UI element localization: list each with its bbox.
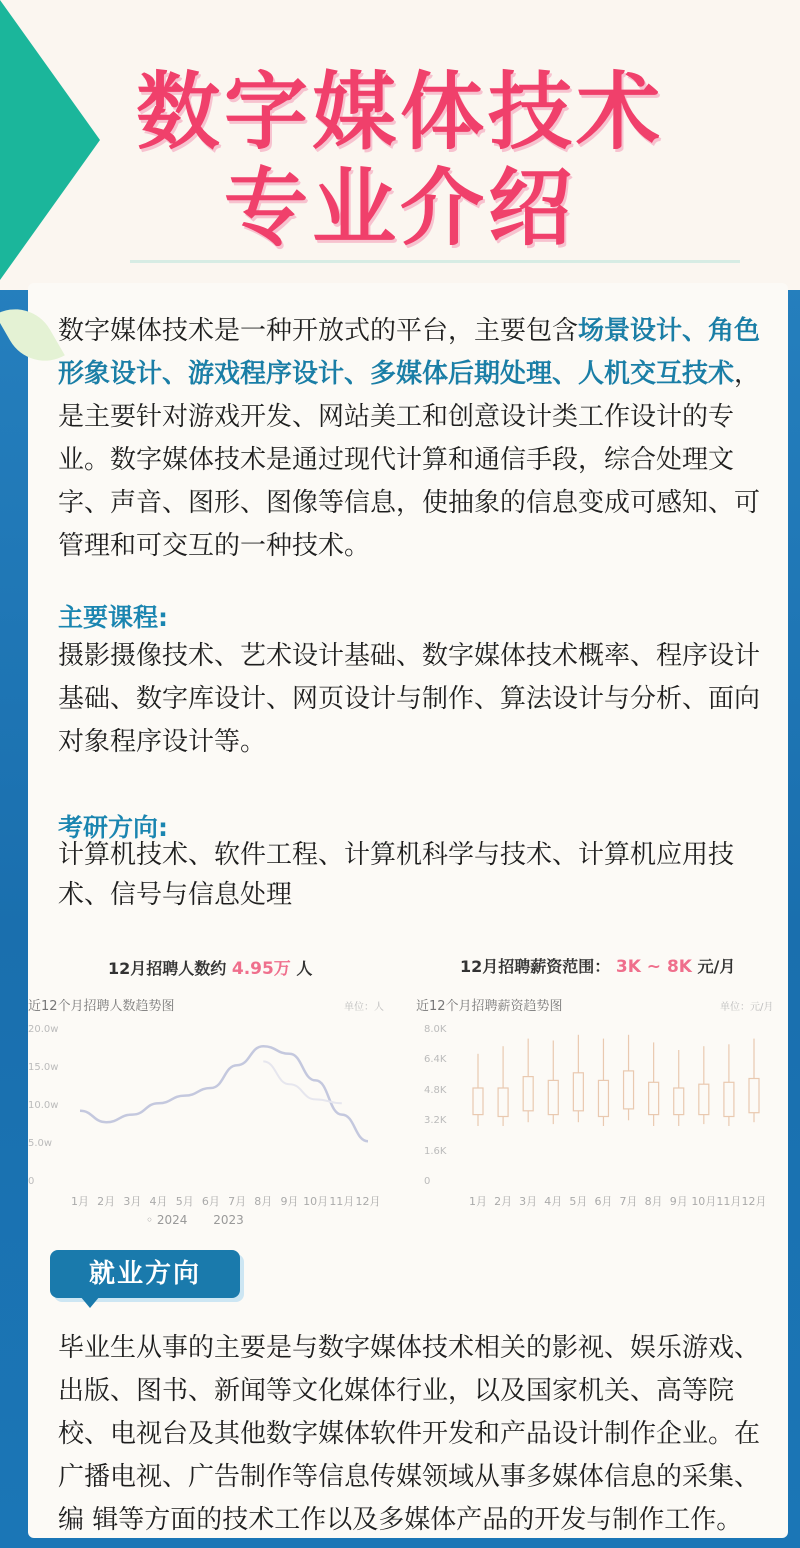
employment-tag-label: 就业方向 xyxy=(88,1259,201,1289)
legend-label: 2023 xyxy=(213,1213,244,1227)
candle-box xyxy=(674,1088,684,1115)
hires-label: 12月招聘人数约 xyxy=(108,959,227,978)
y-tick-label: 1.6K xyxy=(424,1145,447,1157)
x-tick-label: 6月 xyxy=(594,1195,613,1208)
candle-box xyxy=(498,1088,508,1117)
chart-legend xyxy=(146,1213,244,1227)
intro-text-1: 数字媒体技术是一种开放式的平台，主要包含 xyxy=(58,316,579,346)
postgrad-text: 计算机技术、软件工程、计算机科学与技术、计算机应用技术、信号与信息处理 xyxy=(58,840,735,910)
page-title-line2: 专业介绍 xyxy=(223,159,576,257)
salary-chart-svg xyxy=(416,995,776,1210)
hires-unit: 人 xyxy=(296,959,313,978)
hires-value: 4.95万 xyxy=(231,959,291,979)
chart-title: 近12个月招聘人数趋势图 xyxy=(28,999,175,1014)
y-tick-label: 0 xyxy=(28,1176,35,1187)
candle-box xyxy=(749,1079,759,1113)
candle-box xyxy=(523,1077,533,1111)
chart-unit-label: 单位：元/月 xyxy=(720,1002,774,1013)
x-tick-label: 5月 xyxy=(569,1195,588,1208)
legend-label: 2024 xyxy=(156,1213,188,1227)
chart-title: 近12个月招聘薪资趋势图 xyxy=(416,999,563,1014)
hires-trend-chart xyxy=(28,995,388,1210)
intro-highlight: 场景设计、角色形象设计、游戏程序设计、多媒体后期处理、人机交互技术 xyxy=(58,316,761,389)
x-tick-label: 6月 xyxy=(201,1195,220,1208)
x-tick-label: 12月 xyxy=(355,1195,381,1208)
y-tick-label: 0 xyxy=(424,1176,431,1187)
x-tick-label: 1月 xyxy=(469,1195,487,1208)
x-tick-label: 5月 xyxy=(175,1195,194,1208)
candle-box xyxy=(649,1082,659,1114)
employment-tag xyxy=(50,1250,240,1298)
x-tick-label: 9月 xyxy=(669,1195,688,1208)
header-divider xyxy=(130,260,740,263)
intro-paragraph xyxy=(58,310,770,568)
series-line-2024 xyxy=(80,1046,368,1141)
hires-stat xyxy=(108,954,312,979)
chart-unit-label: 单位：人 xyxy=(344,1002,384,1013)
y-tick-label: 8.0K xyxy=(424,1024,447,1035)
candle-box xyxy=(573,1073,583,1111)
courses-text: 摄影摄像技术、艺术设计基础、数字媒体技术概率、程序设计基础、数字库设计、网页设计与制作、算法设计与分析、面向对象程序设计等。 xyxy=(58,641,761,757)
candle-box xyxy=(548,1080,558,1114)
tag-pointer xyxy=(80,1296,100,1308)
candle-box xyxy=(724,1082,734,1116)
y-tick-label: 10.0w xyxy=(28,1100,59,1111)
x-tick-label: 8月 xyxy=(254,1195,273,1208)
x-tick-label: 7月 xyxy=(228,1195,247,1208)
x-tick-label: 11月 xyxy=(329,1195,355,1208)
salary-value: 3K ~ 8K xyxy=(615,957,692,977)
salary-trend-chart xyxy=(416,995,776,1210)
postgrad-heading: 考研方向: xyxy=(58,813,168,842)
intro-text-2: ，是主要针对游戏开发、网站美工和创意设计类工作设计的专业。数字媒体技术是通过现代计算和通信手段，综合处理文字、声音、图形、图像等信息，使抽象的信息变成可感知、可管理和可交互的一种技术。 xyxy=(58,359,761,561)
employment-text: 毕业生从事的主要是与数字媒体技术相关的影视、娱乐游戏、出版、图书、新闻等文化媒体行业，以及国家机关、高等院校、电视台及其他数字媒体软件开发和产品设计制作企业。在广播电视、广告制作等信息传媒领域从事多媒体信息的采集、编 辑等方面的技术工作以及多媒体产品的开发与制作工作。 xyxy=(58,1333,761,1535)
x-tick-label: 10月 xyxy=(303,1195,329,1208)
candle-box xyxy=(473,1088,483,1115)
header-banner xyxy=(0,0,800,290)
y-tick-label: 4.8K xyxy=(424,1084,447,1096)
hires-chart-svg xyxy=(28,995,388,1210)
x-tick-label: 8月 xyxy=(644,1195,663,1208)
x-tick-label: 3月 xyxy=(123,1195,142,1208)
x-tick-label: 1月 xyxy=(71,1195,89,1208)
page-title-line1: 数字媒体技术 xyxy=(135,63,664,161)
x-tick-label: 10月 xyxy=(691,1195,717,1208)
y-tick-label: 3.2K xyxy=(424,1115,447,1127)
y-tick-label: 5.0w xyxy=(28,1138,53,1149)
x-tick-label: 4月 xyxy=(149,1195,168,1208)
salary-stat xyxy=(460,954,735,977)
salary-unit: 元/月 xyxy=(697,957,736,976)
legend-2023 xyxy=(213,1213,244,1227)
x-tick-label: 9月 xyxy=(280,1195,299,1208)
courses-heading: 主要课程: xyxy=(58,603,168,632)
x-tick-label: 2月 xyxy=(494,1195,513,1208)
x-tick-label: 7月 xyxy=(619,1195,638,1208)
candle-box xyxy=(699,1084,709,1114)
salary-label: 12月招聘薪资范围： xyxy=(460,957,611,976)
x-tick-label: 12月 xyxy=(741,1195,767,1208)
legend-2024: ◦ 2024 xyxy=(146,1213,188,1227)
x-tick-label: 3月 xyxy=(519,1195,538,1208)
x-tick-label: 4月 xyxy=(544,1195,563,1208)
x-tick-label: 11月 xyxy=(716,1195,742,1208)
candle-box xyxy=(598,1080,608,1116)
candle-box xyxy=(624,1071,634,1109)
y-tick-label: 20.0w xyxy=(28,1024,59,1035)
x-tick-label: 2月 xyxy=(97,1195,116,1208)
y-tick-label: 15.0w xyxy=(28,1062,59,1073)
y-tick-label: 6.4K xyxy=(424,1054,447,1066)
